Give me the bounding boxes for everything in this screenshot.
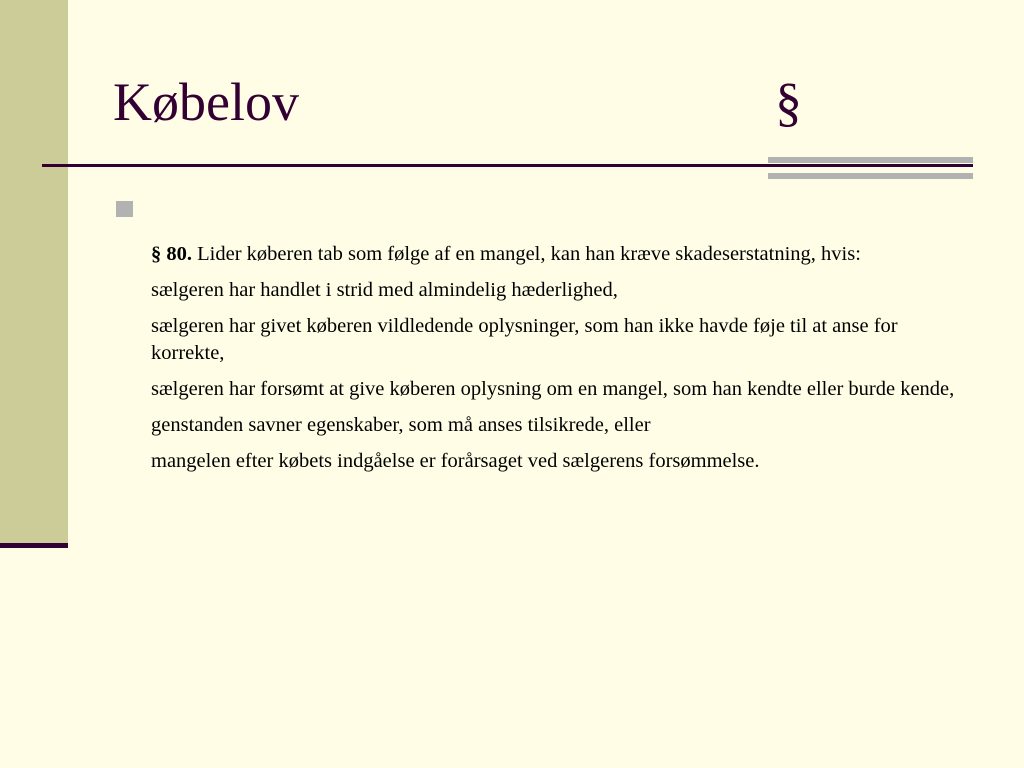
statute-text [151,241,956,484]
divider-accent-stripe [768,157,973,163]
statute-item: sælgeren har handlet i strid med almindelig hæderlighed, [151,279,618,301]
left-sidebar-underline [0,543,68,548]
intro-text: Lider køberen tab som følge af en mangel, kan han kræve skadeserstatning, hvis: [197,243,861,265]
statute-item: sælgeren har givet køberen vildledende oplysninger, som han ikke havde føje til at anse for korrekte, [151,315,898,364]
left-sidebar-band [0,0,68,546]
slide-title [113,62,802,142]
square-bullet-icon [116,201,133,217]
statute-intro [151,241,956,268]
divider-accent-stripe [768,173,973,179]
section-label: § 80. [151,243,192,265]
section-symbol: § [775,72,802,132]
statute-item: sælgeren har forsømt at give køberen oplysning om en mangel, som han kendte eller burde kende, [151,378,955,400]
title-divider-accent [768,157,973,179]
slide-title-text: Købelov [113,72,299,132]
statute-item: genstanden savner egenskaber, som må anses tilsikrede, eller [151,414,651,436]
statute-item: mangelen efter købets indgåelse er forårsaget ved sælgerens forsømmelse. [151,450,760,472]
